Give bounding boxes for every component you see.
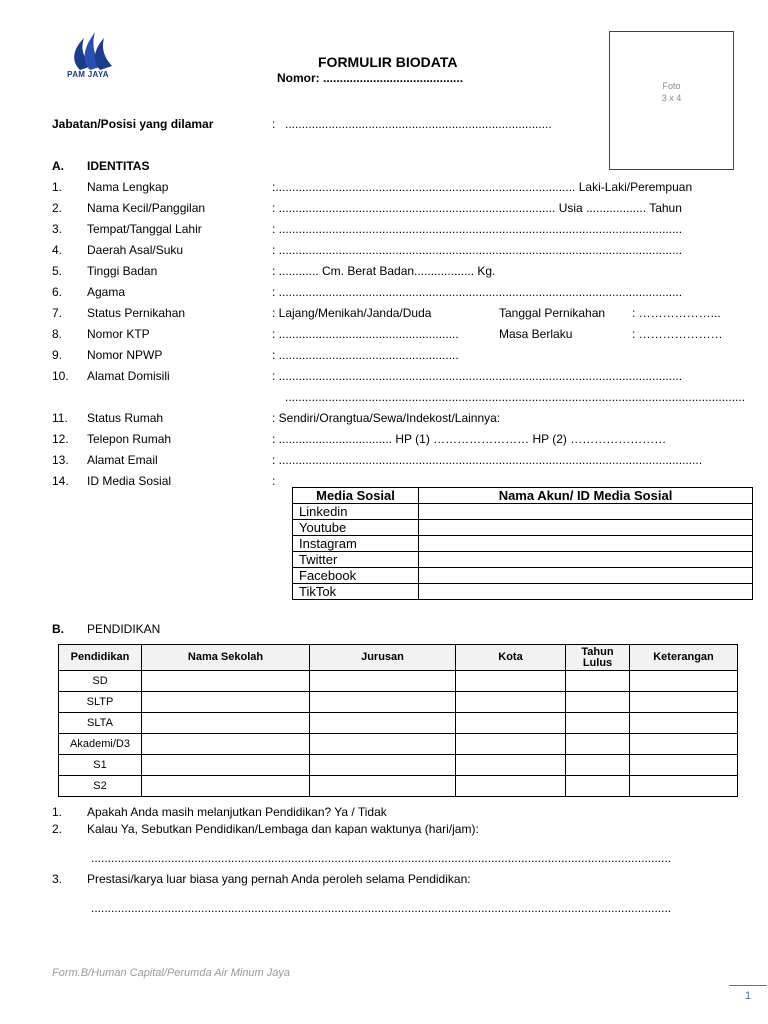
table-row (293, 536, 753, 552)
table-row (59, 671, 738, 692)
identitas-num: 11. (52, 411, 68, 425)
table-row (59, 755, 738, 776)
section-a-title: IDENTITAS (87, 159, 150, 173)
level-cell: Akademi/D3 (59, 734, 142, 755)
nomor-ktp-field[interactable]: : ...................................................... (272, 327, 459, 341)
jabatan-field[interactable]: ................................................................................ (285, 117, 552, 131)
table-header-row (293, 488, 753, 504)
table-row (293, 520, 753, 536)
photo-box (609, 31, 734, 170)
table-row (293, 552, 753, 568)
media-sosial-table (292, 487, 753, 600)
identitas-label: Nomor KTP (87, 327, 150, 341)
table-row (59, 776, 738, 797)
identitas-label: Daerah Asal/Suku (87, 243, 184, 257)
level-cell: SLTP (59, 692, 142, 713)
section-b-title: PENDIDIKAN (87, 622, 161, 636)
cell-input[interactable] (456, 776, 566, 797)
account-input[interactable] (419, 536, 753, 552)
email-field[interactable]: : ............................................................................................................................... (272, 453, 703, 467)
cell-input[interactable] (566, 713, 630, 734)
cell-input[interactable] (566, 692, 630, 713)
cell-input[interactable] (456, 671, 566, 692)
nomor-npwp-field[interactable]: : ...................................................... (272, 348, 459, 362)
status-rumah-field[interactable]: : Sendiri/Orangtua/Sewa/Indekost/Lainnya: (272, 411, 501, 425)
question-text: Prestasi/karya luar biasa yang pernah Anda peroleh selama Pendidikan: (87, 872, 471, 886)
cell-input[interactable] (310, 755, 456, 776)
identitas-num: 2. (52, 201, 63, 215)
nama-lengkap-field[interactable]: :.......................................................................................... Laki-Laki/Perempuan (272, 180, 693, 194)
cell-input[interactable] (630, 692, 738, 713)
identitas-label: Nama Kecil/Panggilan (87, 201, 206, 215)
cell-input[interactable] (630, 713, 738, 734)
table-header: Nama Sekolah (142, 645, 310, 671)
cell-input[interactable] (456, 713, 566, 734)
jabatan-label: Jabatan/Posisi yang dilamar (52, 117, 214, 131)
identitas-num: 14. (52, 474, 69, 488)
tinggi-berat-field[interactable]: : ............ Cm. Berat Badan.................. Kg. (272, 264, 496, 278)
identitas-label: ID Media Sosial (87, 474, 172, 488)
table-row (293, 504, 753, 520)
cell-input[interactable] (456, 692, 566, 713)
platform-cell: Instagram (293, 536, 419, 552)
identitas-num: 13. (52, 453, 69, 467)
agama-field[interactable]: : ......................................................................................................................... (272, 285, 683, 299)
page-number-divider (729, 985, 767, 986)
cell-input[interactable] (142, 692, 310, 713)
question-num: 2. (52, 822, 63, 836)
tanggal-pernikahan-label: Tanggal Pernikahan (499, 306, 606, 320)
nama-panggilan-field[interactable]: : ................................................................................... Usia .................. Tahun (272, 201, 682, 215)
cell-input[interactable] (310, 692, 456, 713)
platform-cell: Facebook (293, 568, 419, 584)
cell-input[interactable] (142, 671, 310, 692)
table-row (59, 734, 738, 755)
identitas-num: 10. (52, 369, 69, 383)
identitas-num: 3. (52, 222, 63, 236)
identitas-label: Telepon Rumah (87, 432, 172, 446)
identitas-label: Tempat/Tanggal Lahir (87, 222, 202, 236)
media-sosial-colon: : (272, 474, 276, 488)
answer-line[interactable]: .............................................................................................................................................................................. (91, 851, 672, 865)
table-header: Media Sosial (293, 488, 419, 504)
identitas-label: Tinggi Badan (87, 264, 158, 278)
identitas-num: 8. (52, 327, 63, 341)
answer-line[interactable]: .............................................................................................................................................................................. (91, 901, 672, 915)
cell-input[interactable] (456, 755, 566, 776)
form-number: Nomor: .......................................... (277, 71, 464, 85)
level-cell: SLTA (59, 713, 142, 734)
table-header: Kota (456, 645, 566, 671)
account-input[interactable] (419, 584, 753, 600)
cell-input[interactable] (566, 671, 630, 692)
table-header: Jurusan (310, 645, 456, 671)
question-num: 1. (52, 805, 63, 819)
cell-input[interactable] (456, 734, 566, 755)
cell-input[interactable] (142, 734, 310, 755)
jabatan-colon: : (272, 117, 276, 131)
account-input[interactable] (419, 552, 753, 568)
tempat-lahir-field[interactable]: : ......................................................................................................................... (272, 222, 683, 236)
masa-berlaku-label: Masa Berlaku (499, 327, 573, 341)
cell-input[interactable] (310, 713, 456, 734)
cell-input[interactable] (566, 734, 630, 755)
cell-input[interactable] (310, 734, 456, 755)
cell-input[interactable] (566, 776, 630, 797)
status-pernikahan-field[interactable]: : Lajang/Menikah/Janda/Duda (272, 306, 432, 320)
telepon-field[interactable]: : .................................. HP (1) …………………… HP (2) …………………… (272, 432, 667, 446)
cell-input[interactable] (630, 671, 738, 692)
identitas-num: 1. (52, 180, 63, 194)
form-title: FORMULIR BIODATA (318, 54, 458, 70)
logo-text: PAM JAYA (67, 70, 109, 79)
identitas-label: Nama Lengkap (87, 180, 169, 194)
question-text: Kalau Ya, Sebutkan Pendidikan/Lembaga dan kapan waktunya (hari/jam): (87, 822, 479, 836)
table-row (293, 568, 753, 584)
table-row (59, 713, 738, 734)
platform-cell: TikTok (293, 584, 419, 600)
pendidikan-table (58, 644, 738, 797)
level-cell: S1 (59, 755, 142, 776)
photo-label: Foto (662, 81, 681, 91)
identitas-label: Nomor NPWP (87, 348, 163, 362)
identitas-label: Status Rumah (87, 411, 164, 425)
identitas-num: 6. (52, 285, 63, 299)
cell-input[interactable] (142, 776, 310, 797)
table-header: Pendidikan (59, 645, 142, 671)
tanggal-pernikahan-field[interactable]: : ………………... (632, 306, 721, 320)
identitas-num: 4. (52, 243, 63, 257)
account-input[interactable] (419, 504, 753, 520)
cell-input[interactable] (310, 776, 456, 797)
page-number: 1 (745, 990, 752, 1002)
account-input[interactable] (419, 520, 753, 536)
identitas-label: Alamat Email (87, 453, 158, 467)
account-input[interactable] (419, 568, 753, 584)
footer-text: Form.B/Human Capital/Perumda Air Minum Jaya (52, 967, 291, 979)
identitas-label: Agama (87, 285, 126, 299)
cell-input[interactable] (566, 755, 630, 776)
section-b-number: B. (52, 622, 64, 636)
platform-cell: Linkedin (293, 504, 419, 520)
identitas-label: Status Pernikahan (87, 306, 186, 320)
masa-berlaku-field[interactable]: : ………………… (632, 327, 723, 341)
cell-input[interactable] (310, 671, 456, 692)
identitas-label: Alamat Domisili (87, 369, 170, 383)
level-cell: SD (59, 671, 142, 692)
cell-input[interactable] (630, 776, 738, 797)
identitas-num: 5. (52, 264, 63, 278)
identitas-num: 12. (52, 432, 69, 446)
table-row (59, 692, 738, 713)
alamat-domisili-line2[interactable]: .......................................................................................................................................... (285, 390, 746, 404)
level-cell: S2 (59, 776, 142, 797)
cell-input[interactable] (630, 755, 738, 776)
table-header: Keterangan (630, 645, 738, 671)
cell-input[interactable] (142, 713, 310, 734)
identitas-num: 7. (52, 306, 63, 320)
alamat-domisili-field[interactable]: : ......................................................................................................................... (272, 369, 683, 383)
section-a-number: A. (52, 159, 64, 173)
table-header: Tahun Lulus (566, 645, 630, 671)
platform-cell: Youtube (293, 520, 419, 536)
identitas-num: 9. (52, 348, 63, 362)
daerah-asal-field[interactable]: : ......................................................................................................................... (272, 243, 683, 257)
question-num: 3. (52, 872, 63, 886)
photo-size: 3 x 4 (661, 93, 682, 103)
table-header: Nama Akun/ ID Media Sosial (419, 488, 753, 504)
question-text: Apakah Anda masih melanjutkan Pendidikan? Ya / Tidak (87, 805, 387, 819)
platform-cell: Twitter (293, 552, 419, 568)
cell-input[interactable] (630, 734, 738, 755)
cell-input[interactable] (142, 755, 310, 776)
table-row (293, 584, 753, 600)
table-header-row (59, 645, 738, 671)
